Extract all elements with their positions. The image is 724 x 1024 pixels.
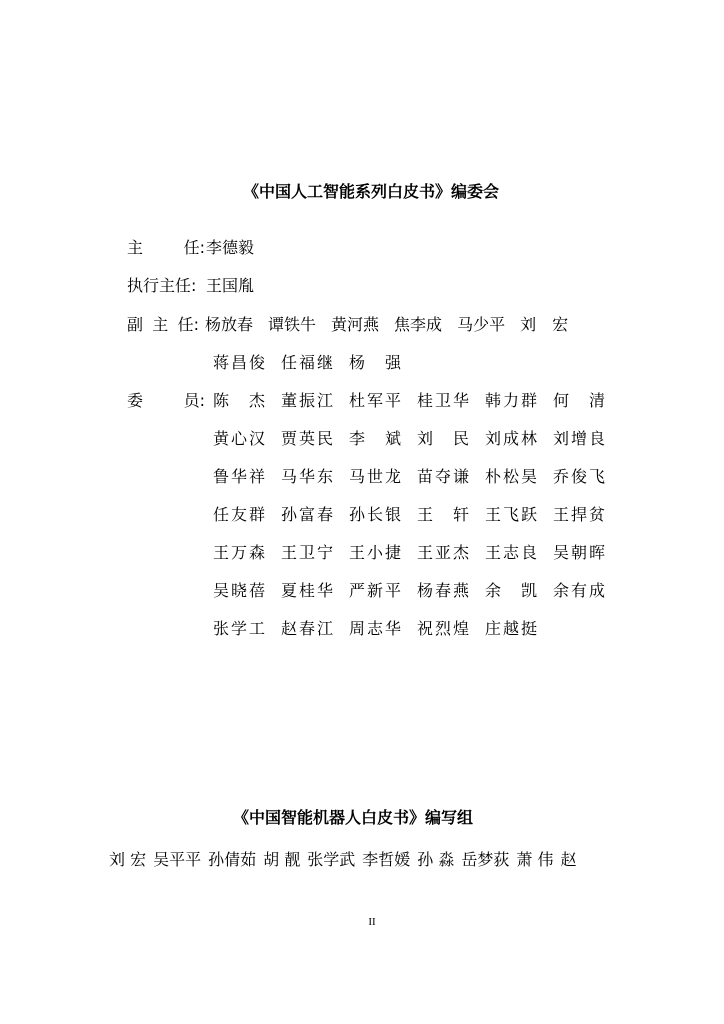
writer-name: 岳梦荻 [461,850,510,869]
members-names [213,503,621,527]
deputy-directors-label: 副 主 任: [127,315,199,334]
deputy-directors-names [205,313,583,337]
deputy-director-name: 任福继 [281,353,333,372]
member-name: 黄心汉 [213,429,265,448]
member-name: 马世龙 [349,467,401,486]
members-names [213,541,621,565]
member-name: 杨春燕 [417,581,469,600]
member-name: 陈 杰 [213,391,265,410]
executive-director-name: 王国胤 [206,276,255,295]
members-label: 委 员: [127,391,205,410]
deputy-director-name: 谭铁牛 [268,315,317,334]
member-name: 王小捷 [349,543,401,562]
member-name: 桂卫华 [417,391,469,410]
member-name: 王捍贫 [553,505,605,524]
members-names [213,465,621,489]
writing-group-names [109,847,583,870]
member-name: 刘成林 [485,429,537,448]
page-number: II [368,916,376,928]
members-names [213,427,621,451]
writer-name: 胡 靓 [263,850,301,869]
member-name: 余有成 [553,581,605,600]
member-name: 严新平 [349,581,401,600]
member-name: 孙富春 [281,505,333,524]
deputy-director-name: 刘 宏 [520,315,569,334]
member-name: 韩力群 [485,391,537,410]
member-name: 董振江 [281,391,333,410]
member-name: 贾英民 [281,429,333,448]
member-name: 余 凯 [485,581,537,600]
writer-name: 孙 淼 [417,850,455,869]
deputy-director-name: 黄河燕 [331,315,380,334]
writer-name: 李哲媛 [362,850,411,869]
member-name: 王 轩 [417,505,469,524]
deputy-director-name: 蒋昌俊 [213,353,265,372]
committee-title: 《中国人工智能系列白皮书》编委会 [242,182,499,201]
writer-name: 张学武 [307,850,356,869]
member-name: 吴晓蓓 [213,581,265,600]
writer-name: 萧 伟 [516,850,554,869]
writer-name: 赵 [560,850,577,869]
member-name: 孙长银 [349,505,401,524]
member-name: 苗夺谦 [417,467,469,486]
member-name: 鲁华祥 [213,467,265,486]
member-name: 朴松昊 [485,467,537,486]
members-names [213,617,553,641]
deputy-director-name: 杨放春 [205,315,254,334]
members-names [213,579,621,603]
member-name: 庄越挺 [485,619,537,638]
member-name: 王飞跃 [485,505,537,524]
member-name: 吴朝晖 [553,543,605,562]
writer-name: 孙倩茹 [208,850,257,869]
deputy-director-name: 杨 强 [349,353,401,372]
member-name: 马华东 [281,467,333,486]
member-name: 李 斌 [349,429,401,448]
director-name: 李德毅 [206,238,255,257]
member-name: 王亚杰 [417,543,469,562]
member-name: 任友群 [213,505,265,524]
member-name: 祝烈煌 [417,619,469,638]
member-name: 王卫宁 [281,543,333,562]
member-name: 乔俊飞 [553,467,605,486]
member-name: 夏桂华 [281,581,333,600]
members-names [213,389,621,413]
writer-name: 吴平平 [153,850,202,869]
writer-name: 刘 宏 [109,850,147,869]
member-name: 王万森 [213,543,265,562]
member-name: 杜军平 [349,391,401,410]
member-name: 刘增良 [553,429,605,448]
member-name: 王志良 [485,543,537,562]
deputy-director-name: 马少平 [457,315,506,334]
executive-director-label: 执行主任: [127,276,197,295]
writing-group-title: 《中国智能机器人白皮书》编写组 [232,808,473,827]
deputy-directors-names-2 [213,351,417,375]
deputy-director-name: 焦李成 [394,315,443,334]
member-name: 周志华 [349,619,401,638]
member-name: 赵春江 [281,619,333,638]
member-name: 张学工 [213,619,265,638]
member-name: 刘 民 [417,429,469,448]
member-name: 何 清 [553,391,605,410]
director-label: 主 任: [127,238,205,257]
